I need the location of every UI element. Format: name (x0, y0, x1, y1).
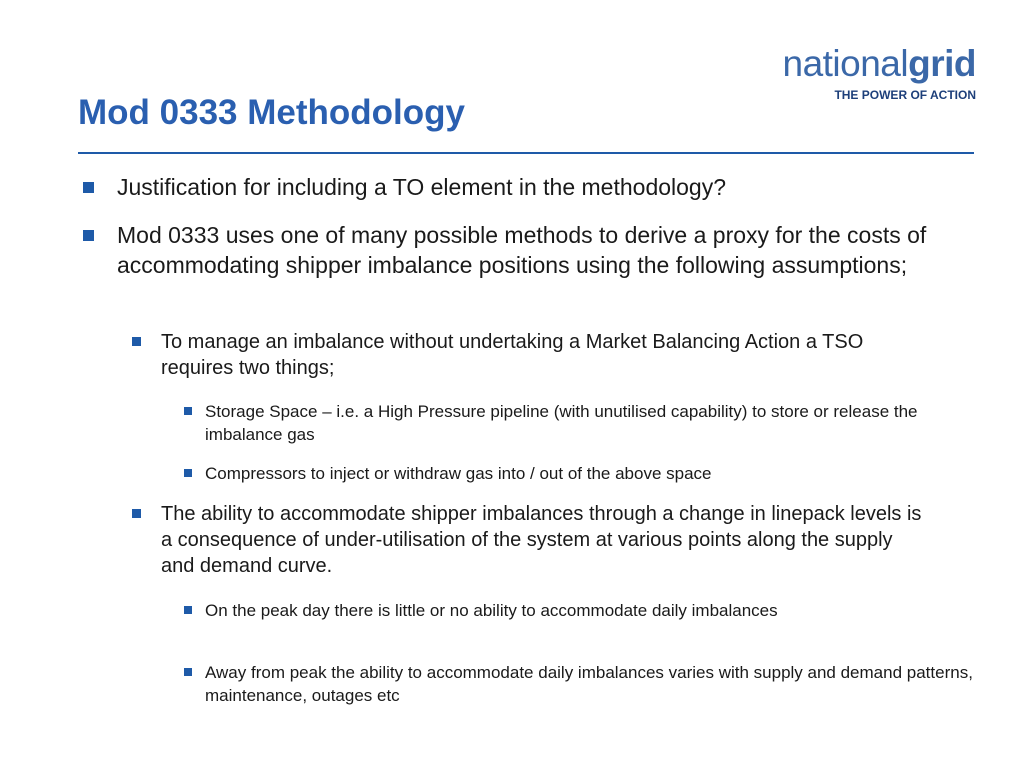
bullet-text: Storage Space – i.e. a High Pressure pipeline (with unutilised capability) to store or release the imbalance gas (205, 402, 918, 444)
logo-tagline: THE POWER OF ACTION (834, 88, 976, 102)
bullet-square-icon (184, 407, 192, 415)
bullet-square-icon (83, 230, 94, 241)
logo-word-regular: national (782, 43, 909, 84)
bullet-square-icon (184, 668, 192, 676)
bullet-square-icon (132, 509, 141, 518)
bullet-square-icon (132, 337, 141, 346)
bullet-square-icon (184, 469, 192, 477)
bullet-text: Mod 0333 uses one of many possible methods to derive a proxy for the costs of accommodating shipper imbalance positions using the following assumptions; (117, 222, 927, 278)
sub-sub-bullet-item (180, 599, 980, 622)
bullet-text: Justification for including a TO element in the methodology? (117, 174, 727, 200)
bullet-text: To manage an imbalance without undertaking a Market Balancing Action a TSO requires two things; (161, 331, 864, 379)
bullet-text: The ability to accommodate shipper imbalances through a change in linepack levels is a consequence of under-utilisation of the system at various points along the supply and demand curve. (161, 503, 922, 577)
bullet-square-icon (184, 606, 192, 614)
sub-bullet-item (128, 329, 928, 381)
sub-sub-bullet-item (180, 661, 980, 707)
sub-sub-bullet-item (180, 400, 980, 446)
bullet-item (80, 220, 980, 280)
sub-sub-bullet-item (180, 462, 980, 485)
bullet-text: On the peak day there is little or no ability to accommodate daily imbalances (205, 601, 778, 620)
slide-title: Mod 0333 Methodology (78, 93, 465, 132)
sub-bullet-item (128, 501, 928, 579)
bullet-item (80, 172, 980, 202)
bullet-text: Compressors to inject or withdraw gas into / out of the above space (205, 464, 712, 483)
bullet-text: Away from peak the ability to accommodate daily imbalances varies with supply and demand patterns, maintenance, outages etc (205, 663, 973, 705)
bullet-square-icon (83, 182, 94, 193)
logo-word-bold: grid (908, 43, 976, 84)
